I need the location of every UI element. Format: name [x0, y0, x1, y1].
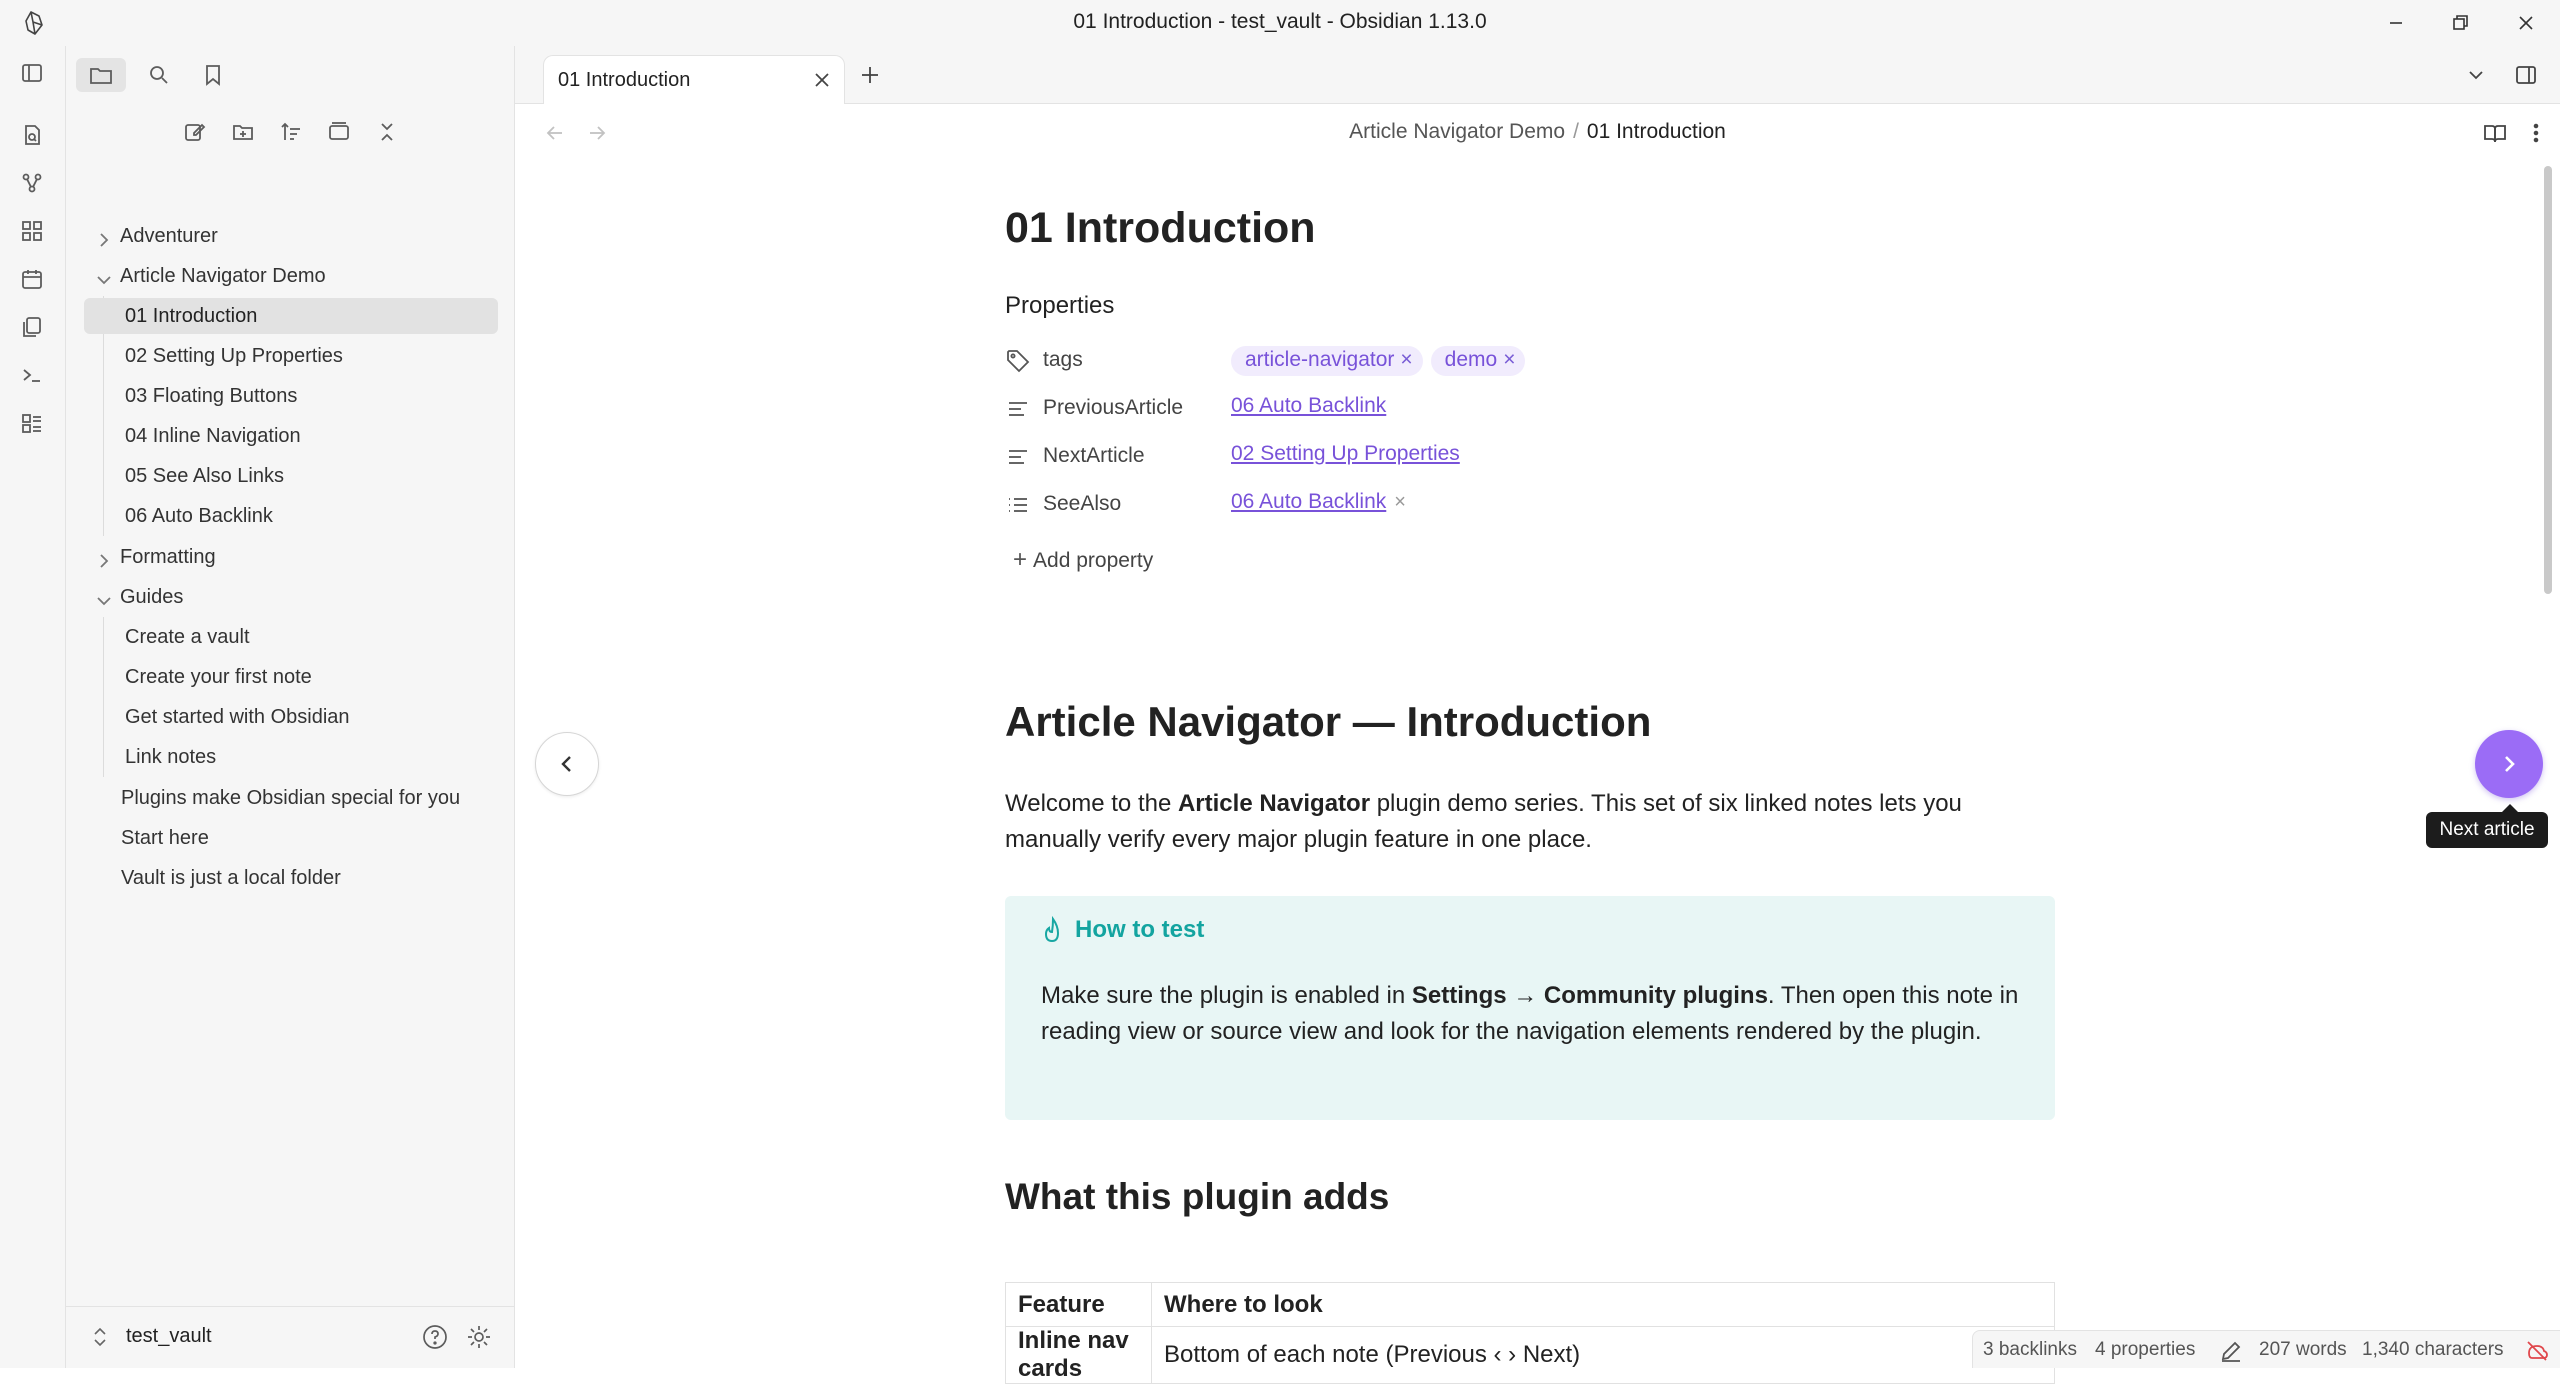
property-next-article [1005, 436, 2055, 476]
file-explorer-sidebar [66, 46, 515, 1368]
property-key[interactable]: PreviousArticle [1043, 396, 1184, 419]
more-options-icon[interactable] [2521, 118, 2551, 148]
file-02-setting-up-properties[interactable]: 02 Setting Up Properties [125, 345, 343, 367]
remove-link-icon[interactable]: × [1394, 491, 1406, 513]
internal-link[interactable]: 02 Setting Up Properties [1231, 442, 1460, 465]
plus-icon: + [1013, 546, 1028, 573]
folder-label: Formatting [120, 546, 216, 568]
help-icon[interactable] [421, 1323, 449, 1351]
file-explorer-actions [66, 114, 515, 150]
word-count: 207 words [2259, 1339, 2347, 1360]
breadcrumb-current[interactable]: 01 Introduction [1586, 120, 1726, 143]
chevron-down-icon [94, 587, 114, 607]
table-cell: Inline nav cards [1006, 1327, 1152, 1384]
breadcrumb-folder[interactable]: Article Navigator Demo [1349, 120, 1566, 143]
sort-icon[interactable] [273, 114, 309, 150]
file-link-notes[interactable]: Link notes [125, 746, 217, 768]
property-tags [1005, 340, 2055, 380]
chevron-left-icon [556, 753, 578, 775]
tooltip-arrow [2502, 804, 2518, 812]
list-icon[interactable] [1005, 492, 1031, 518]
files-tab-button[interactable] [76, 58, 126, 92]
callout-how-to-test [1005, 896, 2055, 1120]
command-palette-icon[interactable] [17, 360, 47, 390]
features-table [1005, 1282, 2055, 1384]
file-05-see-also-links[interactable]: 05 See Also Links [125, 465, 284, 487]
search-tab-button[interactable] [134, 58, 184, 92]
character-count: 1,340 characters [2362, 1339, 2504, 1360]
remove-tag-icon[interactable]: × [1503, 348, 1516, 371]
property-key[interactable]: tags [1043, 348, 1083, 371]
breadcrumb-separator: / [1573, 120, 1579, 143]
file-06-auto-backlink[interactable]: 06 Auto Backlink [125, 505, 273, 527]
auto-reveal-icon[interactable] [321, 114, 357, 150]
quick-switcher-icon[interactable] [17, 120, 47, 150]
tab-list-chevron-down-icon[interactable] [2461, 60, 2491, 90]
property-see-also [1005, 484, 2055, 524]
table-row [1006, 1327, 2055, 1384]
intro-text: plugin demo series. This set of six linked notes lets you manually verify every major plugin feature in one place. [1005, 790, 1962, 853]
content-scrollbar[interactable] [2544, 166, 2552, 594]
note-content [515, 162, 2545, 1382]
folder-guides[interactable] [94, 579, 183, 615]
close-window-button[interactable] [2506, 6, 2546, 40]
tag-pill[interactable] [1431, 346, 1526, 376]
file-04-inline-navigation[interactable]: 04 Inline Navigation [125, 425, 301, 447]
canvas-icon[interactable] [17, 216, 47, 246]
chevron-right-icon [94, 226, 114, 246]
chevron-right-icon [2498, 753, 2520, 775]
remove-tag-icon[interactable]: × [1400, 348, 1413, 371]
tab-01-introduction[interactable] [543, 55, 845, 105]
file-03-floating-buttons[interactable]: 03 Floating Buttons [125, 385, 298, 407]
text-lines-icon[interactable] [1005, 444, 1031, 470]
folder-label: Article Navigator Demo [120, 265, 326, 287]
intro-bold: Article Navigator [1177, 790, 1371, 817]
bookmarks-tab-button[interactable] [188, 58, 238, 92]
table-cell: Bottom of each note (Previous ‹ › Next) [1152, 1327, 2055, 1384]
settings-gear-icon[interactable] [465, 1323, 493, 1351]
file-vault-is-just-a-local-folder[interactable]: Vault is just a local folder [121, 867, 341, 889]
reading-view-book-icon[interactable] [2480, 118, 2510, 148]
callout-body [1041, 978, 2041, 1050]
folder-label: Guides [120, 586, 184, 608]
tab-title: 01 Introduction [558, 69, 691, 91]
chevron-down-icon [94, 266, 114, 286]
left-ribbon [0, 46, 66, 1368]
properties-heading[interactable]: Properties [1005, 292, 1115, 319]
add-property-label: Add property [1033, 549, 1154, 572]
table-header: Feature [1006, 1283, 1152, 1327]
tag-pill[interactable] [1231, 346, 1423, 376]
text-lines-icon[interactable] [1005, 396, 1031, 422]
tab-bar [515, 46, 2560, 104]
intro-text: Welcome to the [1005, 790, 1178, 817]
vault-name[interactable]: test_vault [126, 1325, 212, 1347]
tag-label: article-navigator [1245, 348, 1395, 371]
property-value-tags[interactable] [1231, 346, 1533, 376]
collapse-all-icon[interactable] [369, 114, 405, 150]
tag-label: demo [1444, 348, 1498, 371]
sync-off-icon[interactable] [2525, 1339, 2549, 1363]
title-bar [0, 0, 2560, 46]
folder-adventurer[interactable] [94, 218, 218, 254]
new-note-icon[interactable] [177, 114, 213, 150]
property-value [1231, 394, 1386, 418]
file-create-your-first-note[interactable]: Create your first note [125, 666, 312, 688]
chevron-right-icon [94, 547, 114, 567]
property-value [1231, 442, 1460, 466]
callout-text: Make sure the plugin is enabled in [1041, 982, 1412, 1009]
bases-icon[interactable] [17, 408, 47, 438]
vault-switcher-icon[interactable] [92, 1327, 108, 1347]
window-title: 01 Introduction - test_vault - Obsidian 1.13.0 [1073, 10, 1487, 33]
edit-pencil-icon[interactable] [2219, 1339, 2243, 1363]
note-title[interactable]: 01 Introduction [1005, 204, 1316, 252]
table-header: Where to look [1152, 1283, 2055, 1327]
file-create-a-vault[interactable]: Create a vault [125, 626, 250, 648]
property-previous-article [1005, 388, 2055, 428]
view-header [515, 104, 2560, 162]
property-key[interactable]: SeeAlso [1043, 492, 1122, 515]
callout-text: . Then open this note in reading view or source view and look for the navigation elements rendered by the plugin. [1041, 982, 2019, 1045]
tab-close-icon[interactable] [810, 68, 834, 92]
new-folder-icon[interactable] [225, 114, 261, 150]
floating-next-article-button[interactable] [2475, 730, 2543, 798]
file-get-started-with-obsidian[interactable]: Get started with Obsidian [125, 706, 350, 728]
right-sidebar-toggle-icon[interactable] [2511, 60, 2541, 90]
table-header-row [1006, 1283, 2055, 1327]
next-article-tooltip: Next article [2426, 812, 2548, 848]
file-01-introduction[interactable]: 01 Introduction [84, 298, 498, 334]
floating-previous-article-button[interactable] [535, 732, 599, 796]
flame-icon [1041, 916, 1067, 946]
internal-link[interactable]: 06 Auto Backlink [1231, 394, 1387, 417]
folder-formatting[interactable] [94, 539, 216, 575]
callout-title: How to test [1075, 916, 1205, 943]
intro-paragraph [1005, 786, 2055, 858]
properties-count[interactable]: 4 properties [2095, 1339, 2196, 1360]
folder-article-navigator-demo[interactable] [94, 258, 326, 294]
graph-view-icon[interactable] [17, 168, 47, 198]
vault-bar [66, 1306, 515, 1368]
sidebar-toggle-icon[interactable] [17, 58, 47, 88]
breadcrumb [515, 120, 2560, 144]
new-tab-icon[interactable] [855, 60, 885, 90]
restore-button[interactable] [2441, 6, 2481, 40]
callout-bold: Settings → Community plugins [1411, 982, 1768, 1009]
heading-what-this-plugin-adds: What this plugin adds [1005, 1176, 1390, 1217]
property-value [1231, 490, 1406, 514]
backlinks-count[interactable]: 3 backlinks [1983, 1339, 2077, 1360]
tags-icon[interactable] [1005, 348, 1031, 374]
templates-icon[interactable] [17, 312, 47, 342]
file-plugins-make-obsidian-special[interactable]: Plugins make Obsidian special for you [121, 787, 461, 809]
file-start-here[interactable]: Start here [121, 827, 209, 849]
status-bar [1972, 1330, 2560, 1368]
property-key[interactable]: NextArticle [1043, 444, 1145, 467]
internal-link[interactable]: 06 Auto Backlink [1231, 490, 1387, 513]
daily-note-icon[interactable] [17, 264, 47, 294]
heading-introduction: Article Navigator — Introduction [1005, 698, 1652, 745]
minimize-button[interactable] [2376, 6, 2416, 40]
folder-label: Adventurer [120, 225, 218, 247]
add-property-button[interactable] [1013, 546, 1153, 574]
